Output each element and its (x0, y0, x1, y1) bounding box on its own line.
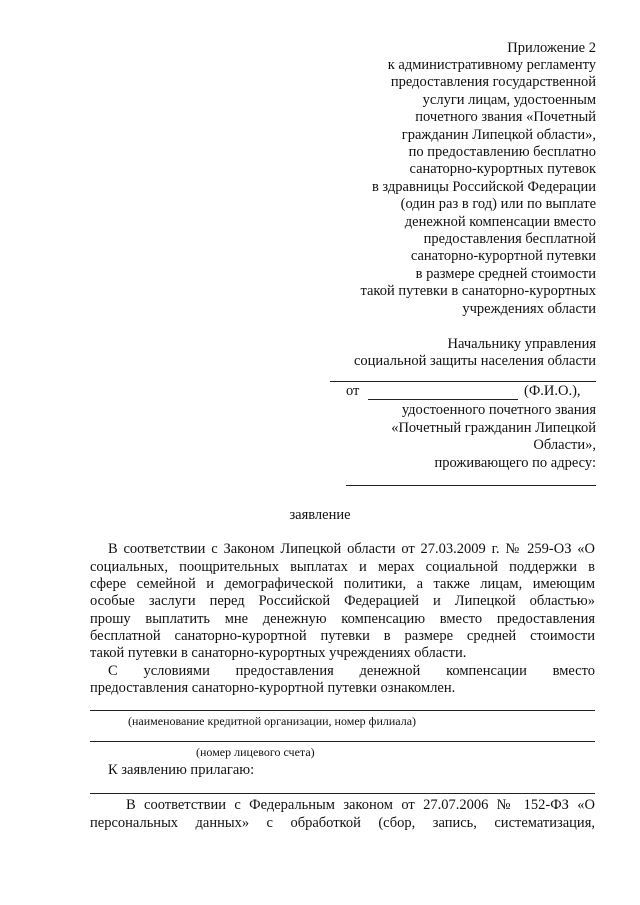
addressee-line: проживающего по адресу: (434, 455, 596, 471)
appendix-line: в размере средней стоимости (415, 266, 596, 282)
appendix-line: Приложение 2 (507, 40, 596, 56)
appendix-line: такой путевки в санаторно-курортных (360, 283, 596, 299)
addressee-line: удостоенного почетного звания (401, 402, 596, 418)
paragraph-line: В соответствии с Законом Липецкой области от 27.03.2009 г. № 259-ОЗ «О (108, 541, 595, 557)
addressee-org: социальной защиты населения области (353, 353, 596, 369)
appendix-line: денежной компенсации вместо (404, 214, 596, 230)
paragraph-line: особые заслуги перед Российской Федерацией и Липецкой областью» (90, 593, 595, 609)
appendix-line: гражданин Липецкой области», (401, 127, 596, 143)
account-caption: (номер лицевого счета) (196, 745, 315, 759)
attach-blank-line (90, 793, 595, 794)
appendix-line: в здравницы Российской Федерации (371, 179, 596, 195)
appendix-line: почетного звания «Почетный (415, 109, 596, 125)
document-title: заявление (289, 507, 351, 523)
paragraph-line: социальных, поощрительных выплатах и мерах социальной поддержки в (90, 559, 595, 575)
appendix-line: к административному регламенту (387, 57, 596, 73)
fio-blank-line (368, 399, 518, 400)
bank-caption: (наименование кредитной организации, номер филиала) (128, 714, 417, 728)
paragraph-line: сфере семейной и демографической политики, а также лицам, имеющим (90, 576, 595, 592)
bank-blank-line (90, 710, 595, 711)
fio-label: (Ф.И.О.), (524, 383, 581, 399)
from-label: от (346, 383, 360, 399)
address-blank-line (346, 485, 596, 486)
appendix-line: учреждениях области (462, 301, 596, 317)
appendix-line: по предоставлению бесплатно (408, 144, 596, 160)
appendix-line: предоставления государственной (390, 74, 596, 90)
appendix-line: санаторно-курортных путевок (409, 161, 596, 177)
paragraph-line: В соответствии с Федеральным законом от 27.07.2006 № 152-ФЗ «О (126, 797, 595, 813)
paragraph-line: прошу выплатить мне денежную компенсацию вместо предоставления (90, 611, 595, 627)
paragraph-line: персональных данных» с обработкой (сбор, запись, систематизация, (90, 815, 595, 831)
addressee-line: Области», (533, 437, 596, 453)
appendix-line: (один раз в год) или по выплате (400, 196, 596, 212)
appendix-line: услуги лицам, удостоенным (422, 92, 596, 108)
blank-line (330, 381, 596, 382)
paragraph-line: такой путевки в санаторно-курортных учреждениях области. (90, 645, 467, 661)
account-blank-line (90, 741, 595, 742)
appendix-line: санаторно-курортной путевки (410, 248, 596, 264)
paragraph-line: С условиями предоставления денежной компенсации вместо (108, 663, 595, 679)
appendix-line: предоставления бесплатной (423, 231, 596, 247)
attach-label: К заявлению прилагаю: (108, 762, 255, 778)
addressee-title: Начальнику управления (447, 336, 596, 352)
paragraph-line: бесплатной санаторно-курортной путевки в размере средней стоимости (90, 628, 595, 644)
addressee-line: «Почетный гражданин Липецкой (391, 420, 596, 436)
paragraph-line: предоставления санаторно-курортной путевки ознакомлен. (90, 680, 456, 696)
